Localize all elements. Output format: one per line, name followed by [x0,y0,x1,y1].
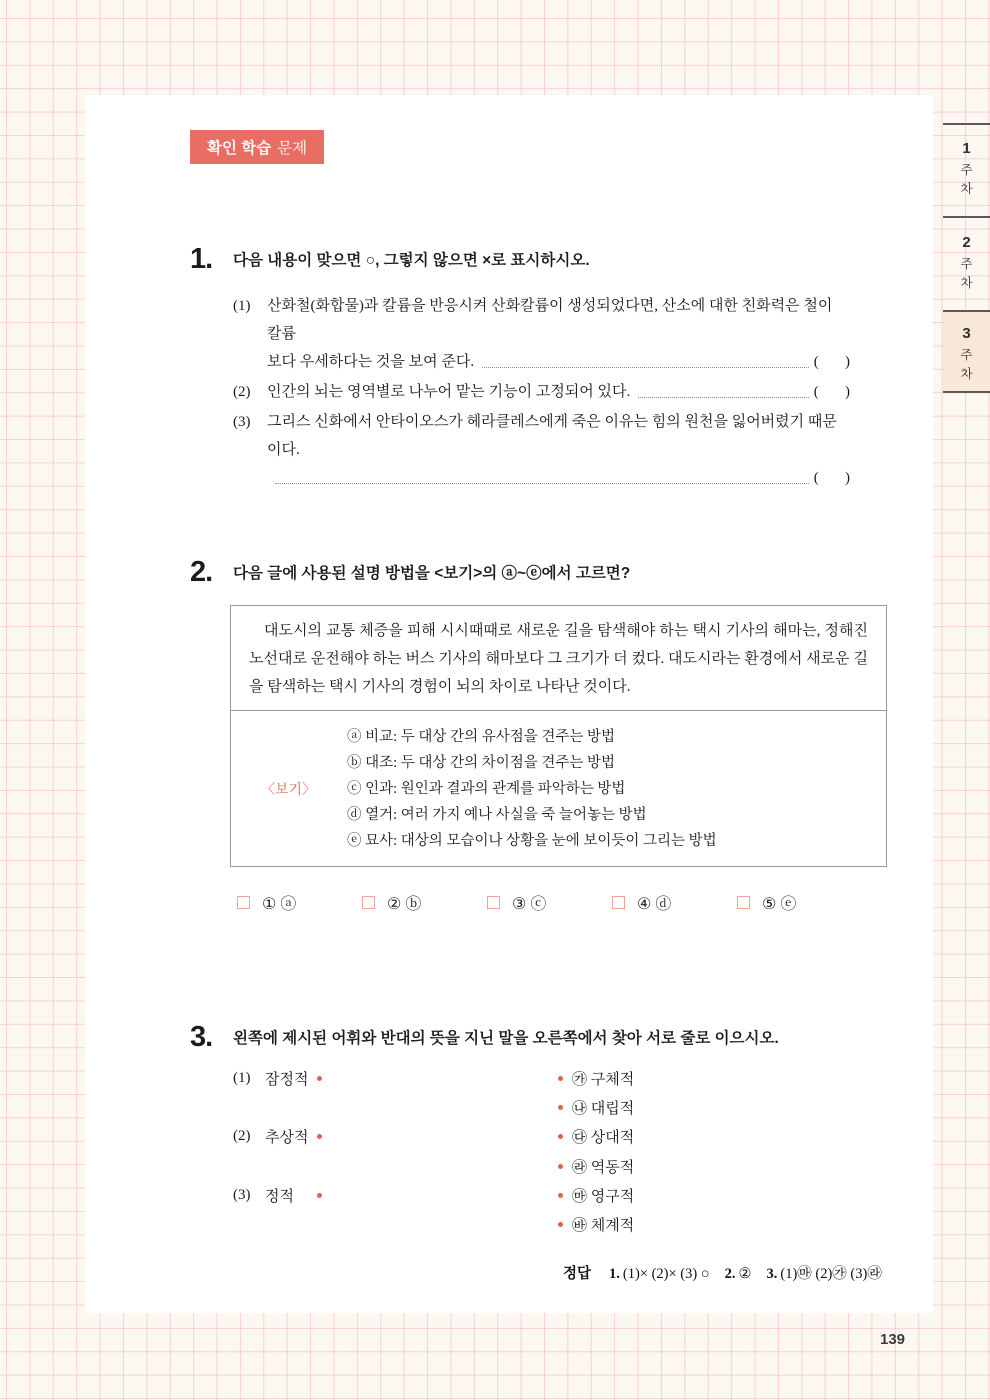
match-word: 정적 [265,1188,294,1205]
item-label: (3) [233,414,251,430]
item-label: (2) [233,1127,251,1144]
answer-blank-3[interactable]: ( ) [813,470,850,486]
item-text: 그리스 신화에서 안타이오스가 헤라클레스에게 죽은 이유는 힘의 원천을 잃어버렸기 때문이다. [267,414,837,458]
item-text: 산화철(화합물)과 칼륨을 반응시켜 산화칼륨이 생성되었다면, 산소에 대한 친화력은 철이 칼륨 [267,298,833,342]
answer-number: 3. [766,1266,778,1282]
answer-blank-1[interactable]: ( ) [813,354,850,370]
q1-item-3 [233,408,850,492]
match-word: ㉮ 구체적 [572,1071,635,1088]
match-dot[interactable] [317,1193,322,1198]
match-word: ㉱ 역동적 [572,1159,635,1176]
page-number: 139 [880,1331,906,1348]
match-left-3 [233,1185,322,1205]
answer-q2 [725,1266,752,1283]
option-label: ⑤ ⓔ [762,896,797,913]
match-left-1 [233,1068,322,1088]
match-right-5 [558,1185,634,1205]
question-1 [190,242,862,494]
q2-option-1[interactable] [237,891,362,914]
week-tab-3-active[interactable] [943,310,990,393]
match-dot[interactable] [317,1076,322,1081]
dotted-leader [482,367,809,368]
question-2-number: 2. [190,556,213,588]
bogi-item-d: ⓓ 열거: 여러 가지 예나 사실을 죽 늘어놓는 방법 [347,807,647,823]
dotted-leader [638,397,808,398]
match-right-1 [558,1068,634,1088]
question-2 [190,555,868,914]
match-right-4 [558,1156,634,1176]
tab-number: 1 [962,140,971,157]
match-word: 잠정적 [265,1071,309,1088]
match-dot[interactable] [558,1105,563,1110]
bogi-box [230,710,887,867]
tab-number: 3 [962,325,971,342]
question-2-title: 다음 글에 사용된 설명 방법을 <보기>의 ⓐ~ⓔ에서 고르면? [233,565,631,582]
q2-option-3[interactable] [487,891,612,914]
dotted-leader [275,483,809,484]
match-dot[interactable] [317,1134,322,1139]
answer-key-label: 정답 [563,1266,592,1282]
bogi-item-a: ⓐ 비교: 두 대상 간의 유사점을 견주는 방법 [347,729,616,745]
match-dot[interactable] [558,1222,563,1227]
item-text-continued: 보다 우세하다는 것을 보여 준다. [267,354,475,370]
q1-item-2 [233,378,850,406]
badge-title-bold: 확인 학습 [207,140,272,157]
question-3-number: 3. [190,1021,213,1053]
q2-options-row [237,891,862,914]
answer-blank-2[interactable]: ( ) [813,384,850,400]
match-word: ㉲ 영구적 [572,1188,635,1205]
option-checkbox[interactable] [737,896,750,909]
match-dot[interactable] [558,1164,563,1169]
match-left-2 [233,1126,322,1146]
option-label: ③ ⓒ [512,896,547,913]
textbook-page [85,95,933,1313]
question-3-title: 왼쪽에 제시된 어휘와 반대의 뜻을 지닌 말을 오른쪽에서 찾아 서로 줄로 이으시오. [233,1030,779,1047]
bogi-item-c: ⓒ 인과: 원인과 결과의 관계를 파악하는 방법 [347,781,626,797]
bogi-item-b: ⓑ 대조: 두 대상 간의 차이점을 견주는 방법 [347,755,616,771]
badge-title-regular: 문제 [277,140,308,157]
passage-box [230,605,887,711]
tab-label: 주차 [960,348,973,381]
matching-table [233,1066,862,1238]
match-dot[interactable] [558,1076,563,1081]
match-right-3 [558,1126,634,1146]
match-word: ㉰ 상대적 [572,1129,635,1146]
section-badge [190,130,324,164]
item-label: (3) [233,1186,251,1203]
answer-value: (1)㉲ (2)㉮ (3)㉱ [780,1266,882,1282]
item-text: 인간의 뇌는 영역별로 나누어 맡는 기능이 고정되어 있다. [267,384,631,400]
match-right-2 [558,1097,634,1117]
q1-item-1 [233,292,850,376]
match-word: 추상적 [265,1129,309,1146]
answer-number: 2. [724,1266,736,1282]
match-word: ㉯ 대립적 [572,1100,635,1117]
q2-option-2[interactable] [362,891,487,914]
answer-value: ② [738,1266,752,1282]
week-tab-2[interactable] [943,216,990,310]
option-checkbox[interactable] [362,896,375,909]
option-checkbox[interactable] [612,896,625,909]
question-1-number: 1. [190,243,213,275]
question-3 [190,1020,862,1238]
item-label: (1) [233,1069,251,1086]
question-1-title: 다음 내용이 맞으면 ○, 그렇지 않으면 ×로 표시하시오. [233,252,590,269]
match-word: ㉳ 체계적 [572,1217,635,1234]
option-label: ② ⓑ [387,896,422,913]
answer-q1 [609,1266,710,1283]
tab-number: 2 [962,234,971,251]
passage-text: 대도시의 교통 체증을 피해 시시때때로 새로운 길을 탐색해야 하는 택시 기사의 해마는, 정해진 노선대로 운전해야 하는 버스 기사의 해마보다 그 크기가 더 컸다. 대도시라는 환경에서 새로운 길을 탐색하는 택시 기사의 경험이 뇌의 차이로 나타난 것이다. [249,623,868,695]
answer-number: 1. [609,1266,620,1282]
answer-value: (1)× (2)× (3) ○ [622,1266,710,1282]
bogi-label: 〈보기〉 [261,783,317,798]
bogi-item-e: ⓔ 묘사: 대상의 모습이나 상황을 눈에 보이듯이 그리는 방법 [347,833,717,849]
week-tab-1[interactable] [943,123,990,216]
match-dot[interactable] [558,1134,563,1139]
item-label: (1) [233,298,251,314]
tab-label: 주차 [960,257,973,290]
option-checkbox[interactable] [237,896,250,909]
tab-label: 주차 [960,163,973,196]
match-dot[interactable] [558,1193,563,1198]
option-checkbox[interactable] [487,896,500,909]
match-right-6 [558,1214,634,1234]
q2-option-5[interactable] [737,891,862,914]
answer-q3 [766,1262,881,1283]
item-label: (2) [233,384,251,400]
q2-option-4[interactable] [612,891,737,914]
answer-key [563,1262,897,1283]
option-label: ④ ⓓ [637,896,672,913]
option-label: ① ⓐ [262,896,297,913]
